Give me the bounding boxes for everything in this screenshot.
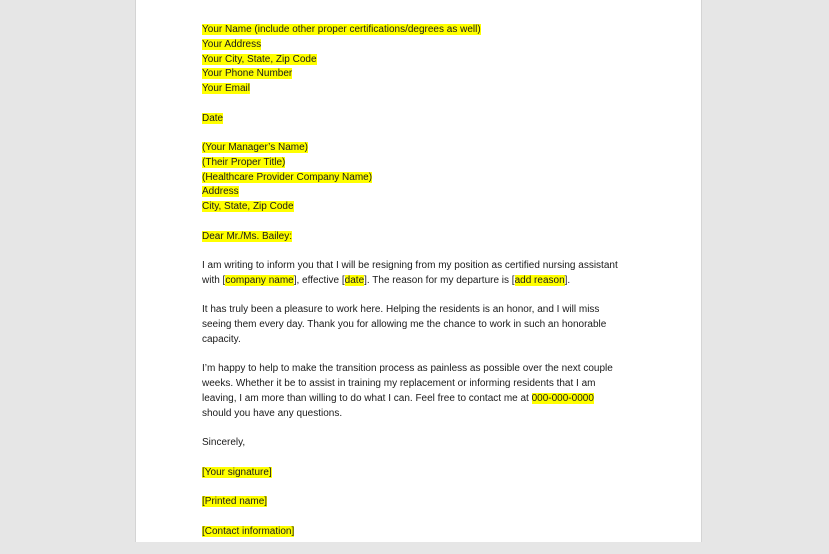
contact-information <box>202 525 672 540</box>
text-segment: weeks. Whether it be to assist in training my replacement or informing residents that I am <box>202 378 596 389</box>
highlighted-placeholder: (Their Proper Title) <box>202 156 286 168</box>
text-line <box>202 377 672 392</box>
highlighted-placeholder: [Contact information] <box>202 525 295 537</box>
text-line <box>202 259 672 274</box>
text-line <box>202 466 672 481</box>
text-line <box>202 407 672 422</box>
text-segment: I am writing to inform you that I will be resigning from my position as certified nursing assistant <box>202 260 618 271</box>
paragraph-2 <box>202 303 672 347</box>
text-line <box>202 82 672 97</box>
text-line <box>202 53 672 68</box>
closing <box>202 436 672 451</box>
text-segment: ]. The reason for my departure is [ <box>364 274 515 286</box>
highlighted-placeholder: Dear Mr./Ms. Bailey: <box>202 230 293 242</box>
text-segment: ]. <box>564 274 571 286</box>
highlighted-placeholder: date <box>344 274 365 286</box>
text-segment: seeing them every day. Thank you for allowing me the chance to work in such an honorable <box>202 319 607 330</box>
paragraph-3 <box>202 362 672 421</box>
text-segment: Sincerely, <box>202 437 246 448</box>
highlighted-placeholder: Your Address <box>202 38 262 50</box>
printed-name <box>202 495 672 510</box>
highlighted-placeholder: City, State, Zip Code <box>202 201 294 212</box>
highlighted-placeholder: company name <box>225 274 294 286</box>
text-segment: It has truly been a pleasure to work here. Helping the residents is an honor, and I will miss <box>202 304 600 316</box>
text-line <box>202 230 672 245</box>
text-line <box>202 525 672 540</box>
text-line <box>202 112 672 127</box>
document-body[interactable] <box>202 23 672 554</box>
text-segment: leaving, I am more than willing to do what I can. Feel free to contact me at <box>202 392 532 404</box>
text-segment: ], effective [ <box>293 274 345 286</box>
signature <box>202 466 672 481</box>
text-line <box>202 67 672 82</box>
text-line <box>202 38 672 53</box>
salutation <box>202 230 672 245</box>
text-line <box>202 156 672 171</box>
text-line <box>202 436 672 451</box>
highlighted-placeholder: (Your Manager’s Name) <box>202 142 308 153</box>
highlighted-placeholder: Your Email <box>202 83 250 94</box>
text-line <box>202 274 672 289</box>
highlighted-placeholder: Your City, State, Zip Code <box>202 53 317 65</box>
text-line <box>202 171 672 186</box>
highlighted-placeholder: Address <box>202 186 239 198</box>
highlighted-placeholder: [Your signature] <box>202 466 272 478</box>
text-line <box>202 362 672 377</box>
highlighted-placeholder: Your Phone Number <box>202 68 293 80</box>
text-line <box>202 303 672 318</box>
text-line <box>202 318 672 333</box>
text-line <box>202 392 672 407</box>
highlighted-placeholder: Date <box>202 112 224 124</box>
highlighted-placeholder: [Printed name] <box>202 496 268 507</box>
text-line <box>202 200 672 215</box>
highlighted-placeholder: 000-000-0000 <box>531 392 594 404</box>
sender-info <box>202 23 672 97</box>
document-page <box>135 0 702 542</box>
text-segment: I’m happy to help to make the transition process as painless as possible over the next couple <box>202 363 613 375</box>
text-line <box>202 185 672 200</box>
highlighted-placeholder: (Healthcare Provider Company Name) <box>202 171 373 183</box>
text-line <box>202 333 672 348</box>
text-line <box>202 495 672 510</box>
paragraph-1 <box>202 259 672 289</box>
recipient-info <box>202 141 672 215</box>
text-segment: with [ <box>202 274 226 286</box>
text-segment: should you have any questions. <box>202 407 343 419</box>
highlighted-placeholder: add reason <box>514 274 565 286</box>
date <box>202 112 672 127</box>
text-line <box>202 23 672 38</box>
text-segment: capacity. <box>202 333 241 345</box>
highlighted-placeholder: Your Name (include other proper certifications/degrees as well) <box>202 24 481 35</box>
text-line <box>202 141 672 156</box>
